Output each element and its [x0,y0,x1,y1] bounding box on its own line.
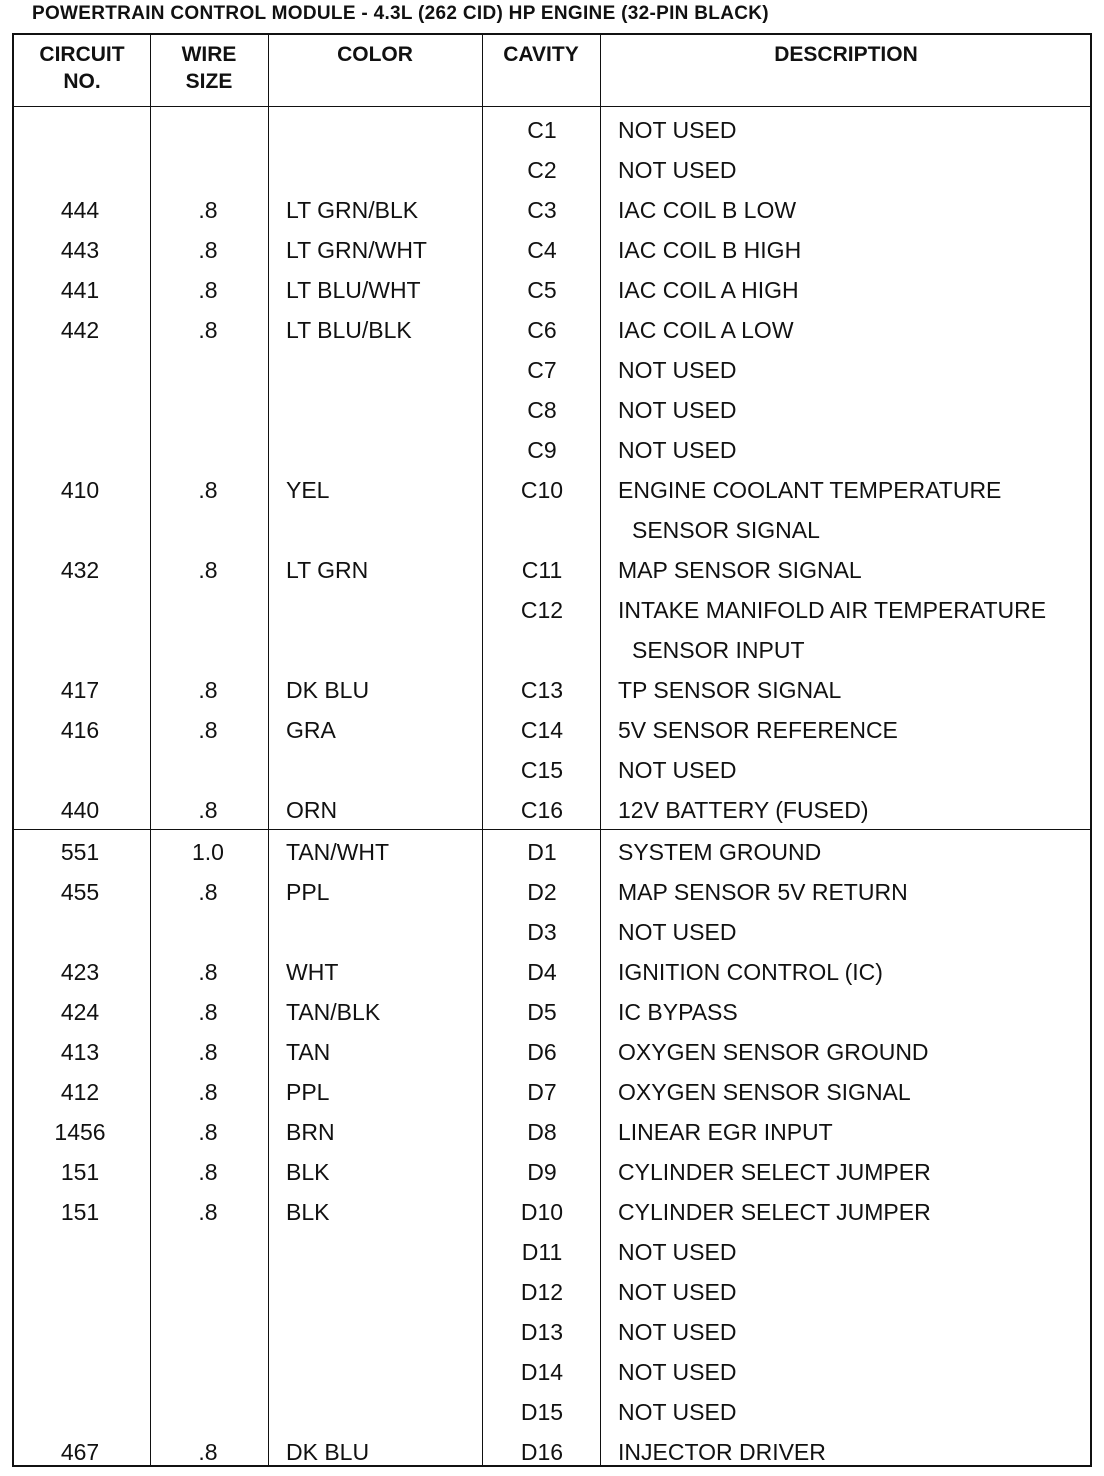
cavity-cell: D16 [520,1439,564,1465]
wire-size-cell: .8 [198,1199,218,1225]
wire-size-cell: .8 [198,1439,218,1465]
circuit-no-cell: 444 [60,197,100,223]
description-line: 5V SENSOR REFERENCE [618,717,898,743]
cavity-cell: C4 [527,237,557,263]
description-cell [618,1432,826,1472]
table-row [14,1112,1090,1152]
cavity-cell: D6 [527,1039,557,1065]
color-cell: LT GRN [286,557,369,583]
circuit-no-cell: 551 [60,839,100,865]
description-line: CYLINDER SELECT JUMPER [618,1199,931,1225]
description-cell [618,190,796,230]
cavity-cell: D7 [527,1079,557,1105]
circuit-no-cell: 442 [60,317,100,343]
description-cell [618,790,869,830]
circuit-no-cell: 151 [60,1199,100,1225]
description-cell [618,430,736,470]
description-line-2: SENSOR INPUT [632,637,805,663]
table-row [14,230,1090,270]
description-line: IAC COIL A HIGH [618,277,799,303]
wire-size-cell: .8 [198,237,218,263]
cavity-cell: C14 [520,717,564,743]
description-cell [618,952,883,992]
table-row [14,470,1090,550]
description-line: ENGINE COOLANT TEMPERATURE [618,477,1002,503]
description-cell [618,710,898,750]
header-description: DESCRIPTION [774,43,918,66]
cavity-cell: D3 [527,919,557,945]
description-cell [618,992,738,1032]
description-cell [618,872,908,912]
circuit-no-cell: 432 [60,557,100,583]
cavity-cell: C8 [527,397,557,423]
wire-size-cell: .8 [198,197,218,223]
pinout-table [12,33,1092,1467]
description-cell [618,1112,833,1152]
description-cell [618,1192,931,1232]
description-cell [618,550,862,590]
table-row [14,550,1090,590]
circuit-no-cell: 455 [60,879,100,905]
circuit-no-cell: 424 [60,999,100,1025]
color-cell: GRA [286,717,336,743]
description-line: NOT USED [618,1239,737,1265]
description-cell [618,590,1046,670]
description-line: MAP SENSOR SIGNAL [618,557,862,583]
table-row [14,750,1090,790]
description-cell [618,350,736,390]
table-row [14,590,1090,670]
description-line-2: SENSOR SIGNAL [632,517,820,543]
cavity-cell: C1 [527,117,557,143]
wire-size-cell: .8 [198,477,218,503]
description-line: LINEAR EGR INPUT [618,1119,833,1145]
table-row [14,1192,1090,1232]
wire-size-cell: .8 [198,717,218,743]
table-row [14,710,1090,750]
cavity-cell: D15 [520,1399,564,1425]
cavity-cell: C10 [520,477,564,503]
color-cell: BRN [286,1119,335,1145]
header-wire-line2: SIZE [185,70,233,93]
color-cell: YEL [286,477,330,503]
cavity-cell: C5 [527,277,557,303]
color-cell: LT BLU/BLK [286,317,412,343]
table-row [14,912,1090,952]
description-line: NOT USED [618,1319,737,1345]
wire-size-cell: .8 [198,797,218,823]
wire-size-cell: .8 [198,677,218,703]
table-row [14,430,1090,470]
table-row [14,790,1090,830]
cavity-cell: C13 [520,677,564,703]
wire-size-cell: 1.0 [192,839,224,865]
description-cell [618,1152,931,1192]
description-cell [618,832,821,872]
header-circuit-no [14,41,150,95]
color-cell: LT BLU/WHT [286,277,421,303]
header-color: COLOR [337,43,413,66]
description-cell [618,1312,736,1352]
table-row [14,110,1090,150]
page-title: POWERTRAIN CONTROL MODULE - 4.3L (262 CID) HP ENGINE (32-PIN BLACK) [32,3,769,24]
description-cell [618,470,1001,550]
table-row [14,1072,1090,1112]
wire-size-cell: .8 [198,1079,218,1105]
header-wire-size [150,41,268,95]
description-line: TP SENSOR SIGNAL [618,677,842,703]
color-cell: DK BLU [286,677,370,703]
header-divider [14,106,1090,107]
cavity-cell: D11 [521,1239,563,1265]
circuit-no-cell: 441 [60,277,100,303]
circuit-no-cell: 410 [60,477,100,503]
description-cell [618,1232,736,1272]
description-cell [618,110,736,150]
cavity-cell: D13 [520,1319,564,1345]
cavity-cell: D1 [527,839,557,865]
header-circuit-line1: CIRCUIT [39,43,125,66]
cavity-cell: D14 [520,1359,564,1385]
description-cell [618,1072,911,1112]
table-row [14,872,1090,912]
description-line: NOT USED [618,757,737,783]
description-cell [618,390,736,430]
table-row [14,1152,1090,1192]
color-cell: DK BLU [286,1439,370,1465]
circuit-no-cell: 440 [60,797,100,823]
cavity-cell: D2 [527,879,557,905]
description-line: IGNITION CONTROL (IC) [618,959,883,985]
color-cell: BLK [286,1199,330,1225]
description-line: IAC COIL B LOW [618,197,797,223]
table-row [14,190,1090,230]
color-cell: BLK [286,1159,330,1185]
wire-size-cell: .8 [198,1119,218,1145]
description-line: CYLINDER SELECT JUMPER [618,1159,931,1185]
wire-size-cell: .8 [198,1039,218,1065]
description-cell [618,230,801,270]
description-line: IC BYPASS [618,999,738,1025]
cavity-cell: C7 [527,357,557,383]
cavity-cell: C16 [520,797,564,823]
color-cell: LT GRN/WHT [286,237,427,263]
table-row [14,670,1090,710]
table-row [14,1272,1090,1312]
description-line: NOT USED [618,397,737,423]
table-row [14,310,1090,350]
table-row [14,390,1090,430]
cavity-cell: C15 [520,757,564,783]
description-line: NOT USED [618,157,737,183]
description-line: NOT USED [618,919,737,945]
circuit-no-cell: 416 [60,717,100,743]
description-line: IAC COIL A LOW [618,317,794,343]
circuit-no-cell: 413 [60,1039,100,1065]
circuit-no-cell: 467 [60,1439,100,1465]
description-cell [618,670,841,710]
description-line: NOT USED [618,357,737,383]
description-cell [618,750,736,790]
wire-size-cell: .8 [198,999,218,1025]
description-cell [618,310,794,350]
cavity-cell: C6 [527,317,557,343]
color-cell: TAN/WHT [286,839,390,865]
cavity-cell: D12 [520,1279,564,1305]
header-wire-line1: WIRE [181,43,237,66]
table-row [14,150,1090,190]
cavity-cell: D10 [520,1199,564,1225]
table-row [14,1312,1090,1352]
description-cell [618,1352,736,1392]
color-cell: LT GRN/BLK [286,197,419,223]
cavity-cell: C9 [527,437,557,463]
description-line: NOT USED [618,117,737,143]
cavity-cell: D8 [527,1119,557,1145]
cavity-cell: C2 [527,157,557,183]
table-row [14,1392,1090,1432]
table-row [14,1032,1090,1072]
table-row [14,1432,1090,1472]
wire-size-cell: .8 [198,959,218,985]
cavity-cell: C11 [521,557,563,583]
circuit-no-cell: 412 [60,1079,100,1105]
color-cell: TAN [286,1039,331,1065]
description-line: INTAKE MANIFOLD AIR TEMPERATURE [618,597,1047,623]
wire-size-cell: .8 [198,557,218,583]
cavity-cell: D5 [527,999,557,1025]
description-cell [618,912,736,952]
table-row [14,1232,1090,1272]
table-row [14,1352,1090,1392]
header-circuit-line2: NO. [63,70,101,93]
table-row [14,270,1090,310]
description-line: OXYGEN SENSOR SIGNAL [618,1079,911,1105]
wire-size-cell: .8 [198,277,218,303]
circuit-no-cell: 151 [60,1159,100,1185]
description-cell [618,1392,736,1432]
description-line: IAC COIL B HIGH [618,237,802,263]
description-cell [618,270,799,310]
description-line: 12V BATTERY (FUSED) [618,797,869,823]
color-cell: PPL [286,1079,330,1105]
description-line: NOT USED [618,437,737,463]
description-line: NOT USED [618,1359,737,1385]
description-cell [618,150,736,190]
cavity-cell: C3 [527,197,557,223]
description-line: NOT USED [618,1399,737,1425]
description-cell [618,1032,929,1072]
color-cell: PPL [286,879,330,905]
cavity-cell: D4 [527,959,557,985]
description-line: NOT USED [618,1279,737,1305]
circuit-no-cell: 443 [60,237,100,263]
table-row [14,350,1090,390]
circuit-no-cell: 417 [60,677,100,703]
description-line: MAP SENSOR 5V RETURN [618,879,908,905]
color-cell: WHT [286,959,339,985]
header-cavity: CAVITY [503,43,579,66]
description-line: INJECTOR DRIVER [618,1439,826,1465]
circuit-no-cell: 423 [60,959,100,985]
description-line: OXYGEN SENSOR GROUND [618,1039,929,1065]
description-line: SYSTEM GROUND [618,839,822,865]
color-cell: TAN/BLK [286,999,381,1025]
wire-size-cell: .8 [198,1159,218,1185]
table-row [14,952,1090,992]
wire-size-cell: .8 [198,879,218,905]
table-row [14,992,1090,1032]
cavity-cell: D9 [527,1159,557,1185]
description-cell [618,1272,736,1312]
table-row [14,832,1090,872]
wire-size-cell: .8 [198,317,218,343]
circuit-no-cell: 1456 [54,1119,106,1145]
color-cell: ORN [286,797,338,823]
cavity-cell: C12 [520,597,564,623]
